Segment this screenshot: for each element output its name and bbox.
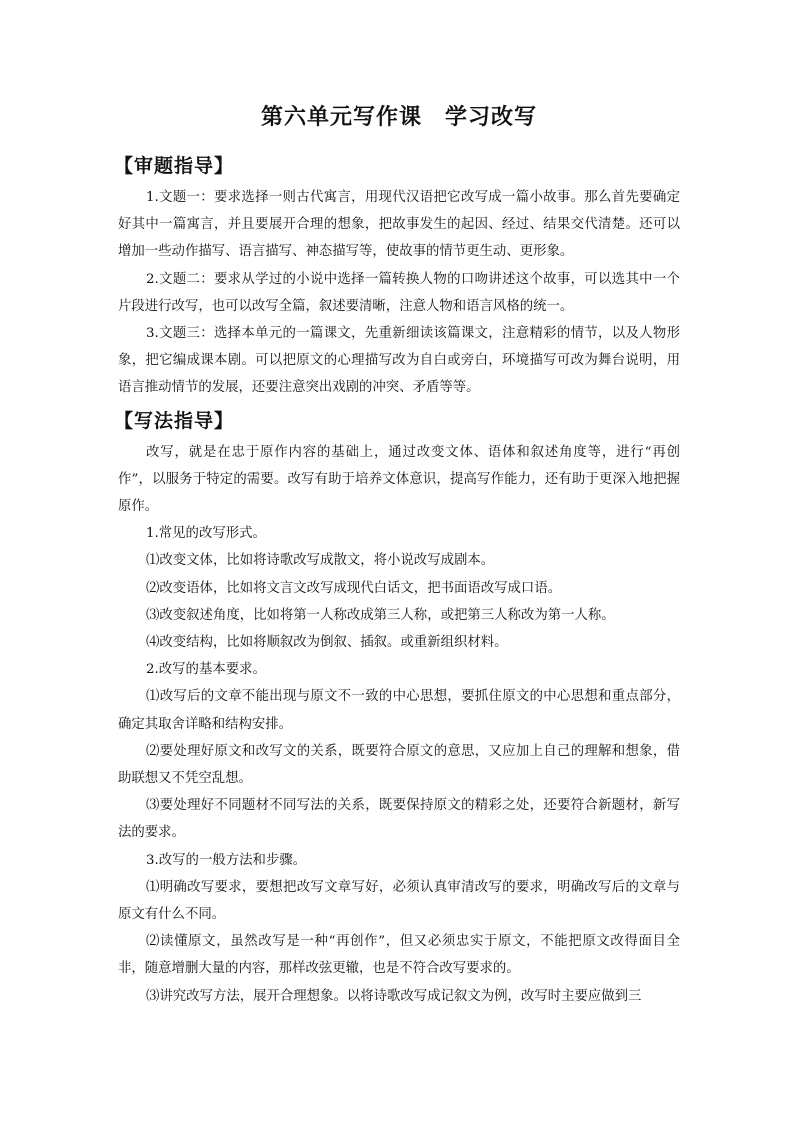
page-title: 第六单元写作课 学习改写 bbox=[260, 105, 537, 130]
paragraph: ⑵读懂原文，虽然改写是一种“再创作”，但又必须忠实于原文，不能把原文改得面目全非，随意增删大量的内容，那样改弦更辙，也是不符合改写要求的。 bbox=[118, 934, 680, 977]
section-heading: 【审题指导】 bbox=[114, 155, 235, 177]
paragraph: ⑵改变语体，比如将文言文改写成现代白话文，把书面语改写成口语。 bbox=[146, 580, 562, 596]
paragraph: ⑶讲究改写方法，展开合理想象。以将诗歌改写成记叙文为例，改写时主要应做到三 bbox=[146, 988, 642, 1004]
paragraph: ⑴明确改写要求，要想把改写文章写好，必须认真审清改写的要求，明确改写后的文章与原文有什么不同。 bbox=[118, 879, 680, 923]
paragraph: 1.常见的改写形式。 bbox=[146, 526, 266, 542]
section-writing-guidance bbox=[114, 406, 680, 1010]
paragraph: ⑵要处理好原文和改写文的关系，既要符合原文的意思，又应加上自己的理解和想象，借助联想又不凭空乱想。 bbox=[118, 743, 680, 787]
paragraph: 改写，就是在忠于原作内容的基础上，通过改变文体、语体和叙述角度等，进行“再创作”，以服务于特定的需要。改写有助于培养文体意识，提高写作能力，还有助于更深入地把握原作。 bbox=[118, 444, 680, 515]
paragraph: ⑴改变文体，比如将诗歌改写成散文，将小说改写成剧本。 bbox=[146, 553, 495, 569]
paragraph: ⑷改变结构，比如将顺叙改为倒叙、插叙。或重新组织材料。 bbox=[146, 635, 508, 651]
paragraph: ⑶改变叙述角度，比如将第一人称改成第三人称，或把第三人称改为第一人称。 bbox=[146, 607, 615, 623]
paragraph: 3.改写的一般方法和步骤。 bbox=[146, 852, 307, 868]
section-heading: 【写法指导】 bbox=[114, 409, 235, 432]
paragraph: 3.文题三：选择本单元的一篇课文，先重新细读该篇课文，注意精彩的情节，以及人物形象，把它编成课本剧。可以把原文的心理描写改为自白或旁白，环境描写可改为舞台说明，用语言推动情节的发展，还要注意突出戏剧的冲突、矛盾等等。 bbox=[118, 326, 680, 396]
paragraph: 1.文题一：要求选择一则古代寓言，用现代汉语把它改写成一篇小故事。那么首先要确定好其中一篇寓言，并且要展开合理的想象，把故事发生的起因、经过、结果交代清楚。还可以增加一些动作描写、语言描写、神态描写等，使故事的情节更生动、更形象。 bbox=[118, 190, 680, 260]
paragraph: 2.改写的基本要求。 bbox=[146, 662, 266, 678]
paragraph: 2.文题二：要求从学过的小说中选择一篇转换人物的口吻讲述这个故事，可以选其中一个片段进行改写，也可以改写全篇，叙述要清晰，注意人物和语言风格的统一。 bbox=[118, 271, 680, 314]
section-review-guidance bbox=[114, 151, 680, 402]
paragraph: ⑴改写后的文章不能出现与原文不一致的中心思想，要抓住原文的中心思想和重点部分，确定其取舍详略和结构安排。 bbox=[118, 689, 680, 732]
paragraph: ⑶要处理好不同题材不同写法的关系，既要保持原文的精彩之处，还要符合新题材，新写法的要求。 bbox=[118, 798, 680, 841]
